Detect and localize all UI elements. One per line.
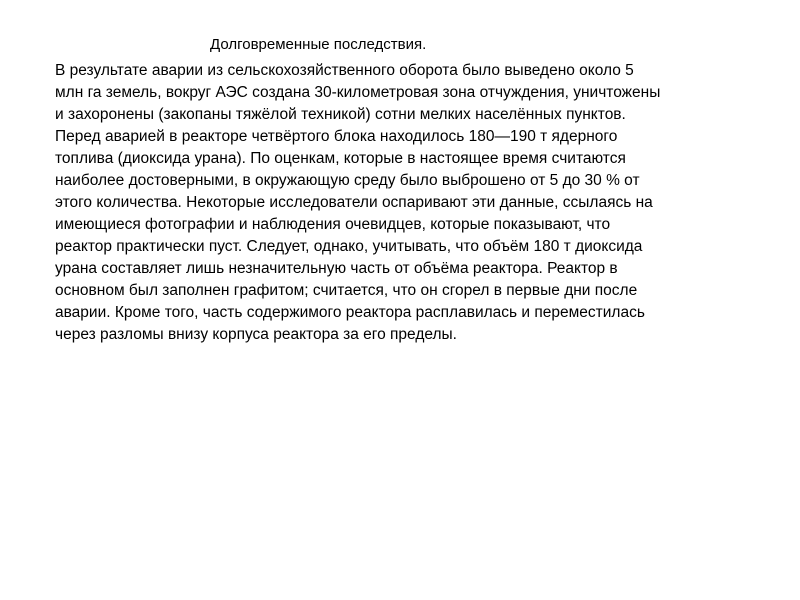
body-line: наиболее достоверными, в окружающую среду было выброшено от 5 до 30 % от: [55, 172, 640, 189]
slide-body-text: [55, 60, 745, 346]
body-line: основном был заполнен графитом; считается, что он сгорел в первые дни после: [55, 282, 638, 299]
body-line: урана составляет лишь незначительную часть от объёма реактора. Реактор в: [55, 260, 618, 277]
body-line: Перед аварией в реакторе четвёртого блока находилось 180—190 т ядерного: [55, 128, 618, 145]
body-line: В результате аварии из сельскохозяйственного оборота было выведено около 5: [55, 62, 634, 79]
body-line: и захоронены (закопаны тяжёлой техникой) сотни мелких населённых пунктов.: [55, 106, 626, 123]
body-line: реактор практически пуст. Следует, однако, учитывать, что объём 180 т диоксида: [55, 238, 643, 255]
body-line: млн га земель, вокруг АЭС создана 30-километровая зона отчуждения, уничтожены: [55, 84, 661, 101]
body-line: через разломы внизу корпуса реактора за его пределы.: [55, 326, 457, 343]
body-line: аварии. Кроме того, часть содержимого реактора расплавилась и переместилась: [55, 304, 645, 321]
body-line: топлива (диоксида урана). По оценкам, которые в настоящее время считаются: [55, 150, 626, 167]
body-line: этого количества. Некоторые исследователи оспаривают эти данные, ссылаясь на: [55, 194, 653, 211]
body-line: имеющиеся фотографии и наблюдения очевидцев, которые показывают, что: [55, 216, 611, 233]
slide-title: Долговременные последствия.: [210, 36, 427, 53]
